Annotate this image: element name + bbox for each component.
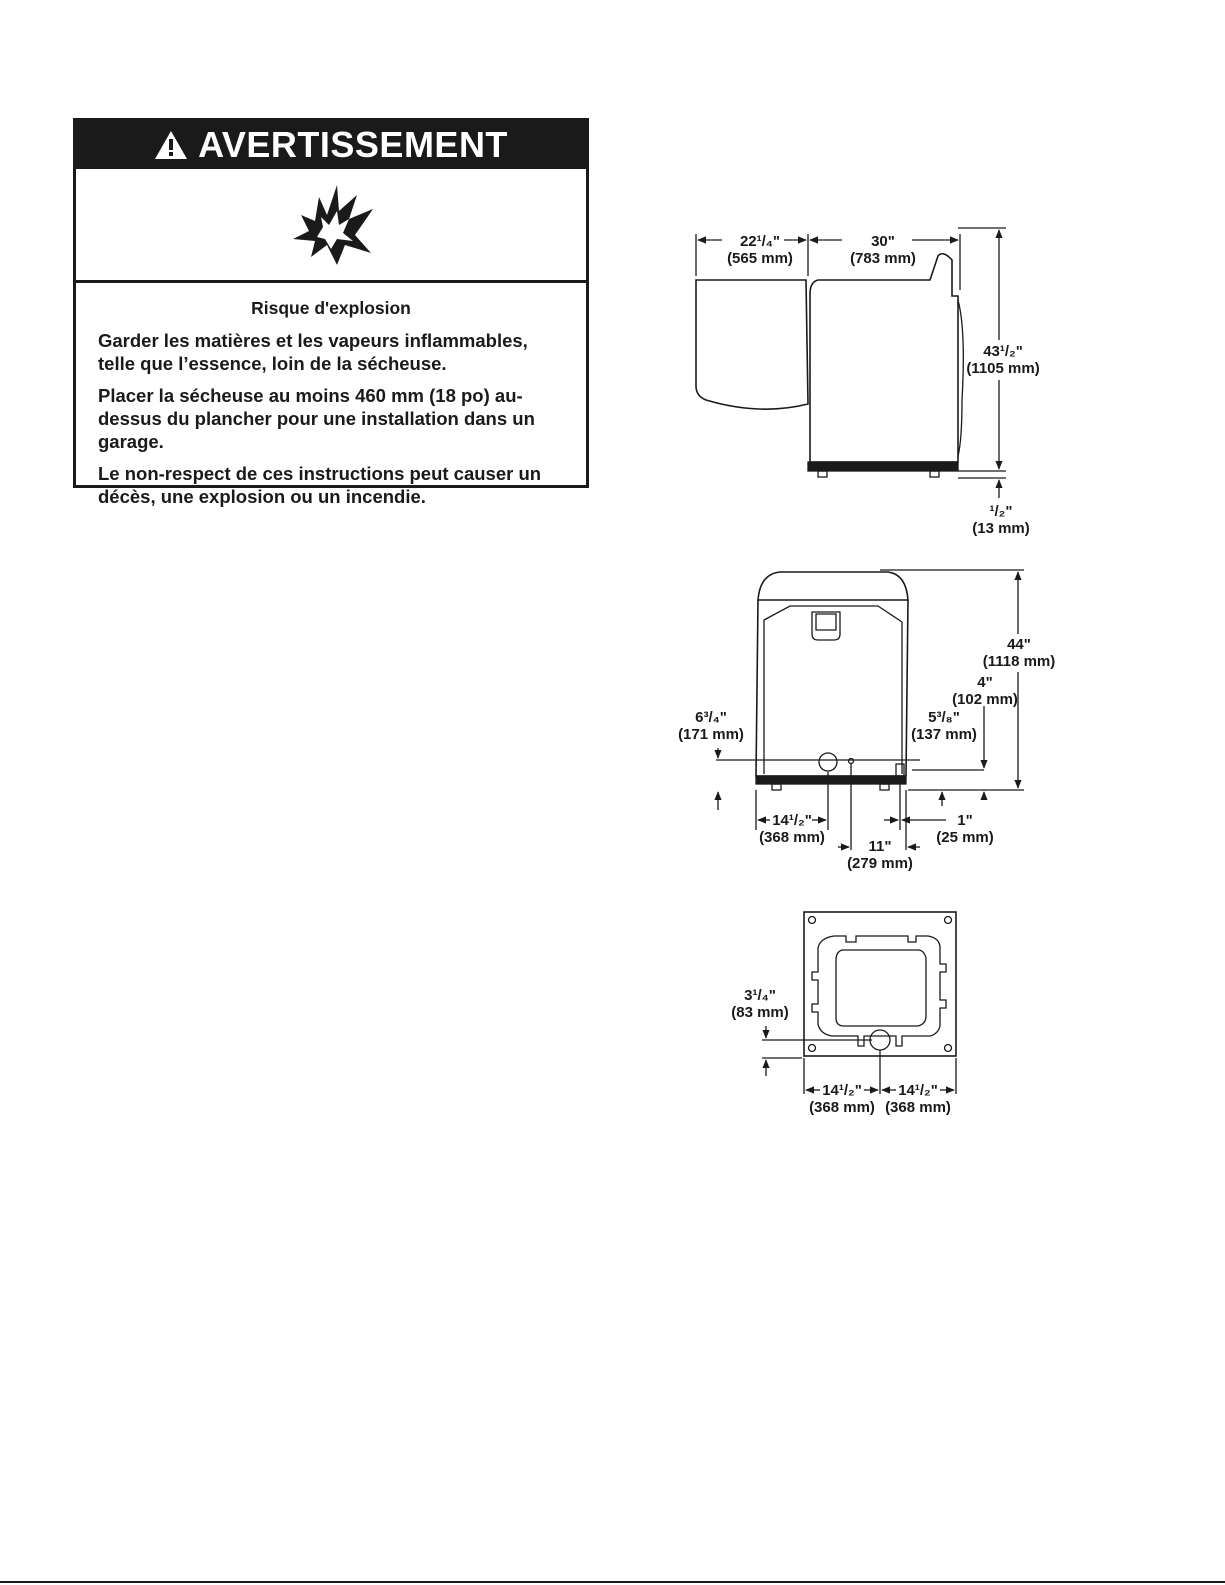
dim-door-depth: 22¹/₄" (565 mm) [727,233,793,267]
dim-cabinet-depth: 30" (783 mm) [850,233,916,267]
page-bottom-rule [0,1581,1225,1583]
warning-title: AVERTISSEMENT [198,124,508,165]
warning-subtitle: Risque d'explosion [251,298,411,318]
dim-foot-height: ¹/₂" (13 mm) [972,503,1030,537]
dim-side-gap: 1" (25 mm) [936,812,994,846]
dim-height: 43¹/₂" (1105 mm) [966,343,1040,377]
dim-left-offset: 6³/₄" (171 mm) [678,709,744,743]
warning-paragraph: Le non-respect de ces instructions peut causer un décès, une explosion ou un incendie. [98,463,542,507]
dim-right-width: 14¹/₂" (368 mm) [885,1082,951,1116]
dim-left-width: 14¹/₂" (368 mm) [809,1082,875,1116]
dim-exhaust-center: 14¹/₂" (368 mm) [759,812,825,846]
warning-paragraph: Garder les matières et les vapeurs inflammables, telle que l’essence, loin de la sécheuse. [98,330,528,374]
dim-right-offset: 5³/₈" (137 mm) [911,709,977,743]
dim-rear-offset: 3¹/₄" (83 mm) [731,987,789,1021]
dim-outlet-height: 4" (102 mm) [952,674,1018,708]
dim-total-height: 44" (1118 mm) [982,636,1056,670]
dim-gas-center: 11" (279 mm) [847,838,913,872]
warning-paragraph: Placer la sécheuse au moins 460 mm (18 po) au-dessus du plancher pour une installation dans un garage. [98,385,535,452]
